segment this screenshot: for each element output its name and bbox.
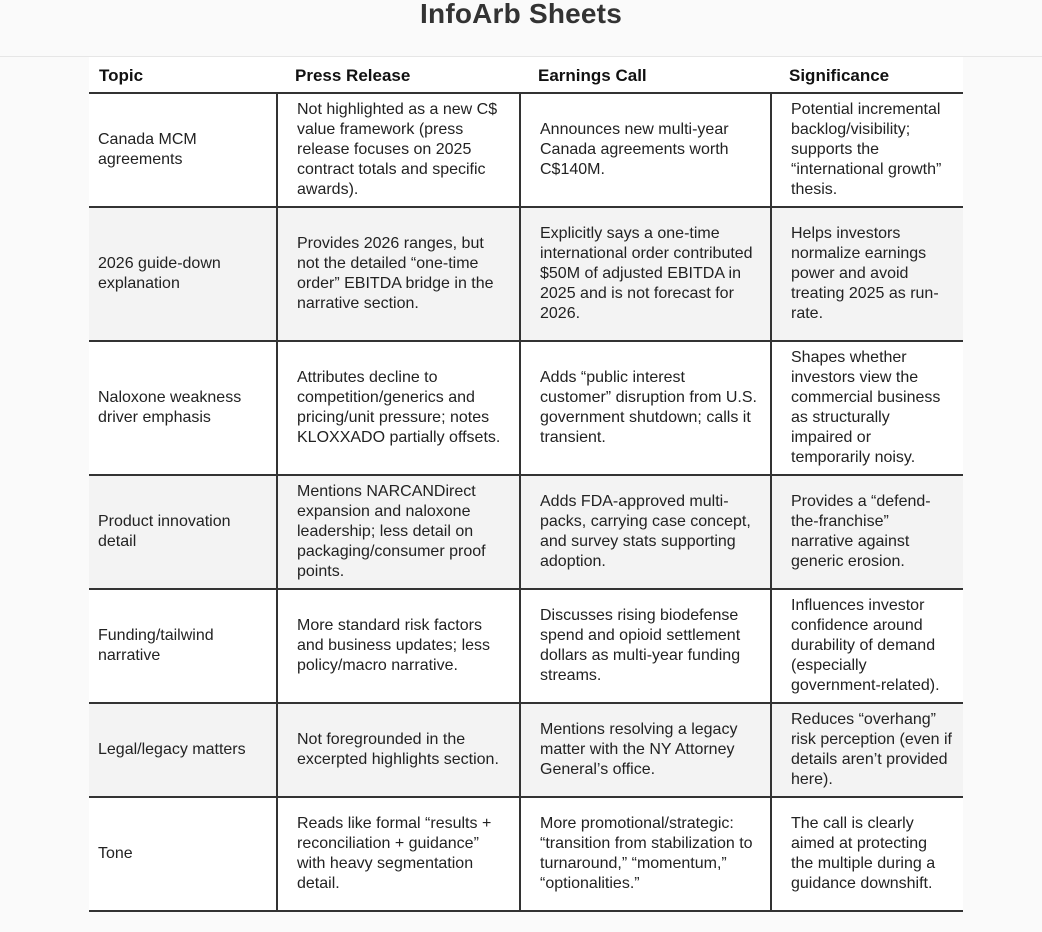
cell-earnings-call: Adds FDA-approved multi-packs, carrying case concept, and survey stats supporting adoption. [520,475,771,589]
cell-press-release: Provides 2026 ranges, but not the detailed “one-time order” EBITDA bridge in the narrative section. [277,207,520,341]
column-header-earnings-call: Earnings Call [520,57,771,93]
cell-significance: Helps investors normalize earnings power and avoid treating 2025 as run-rate. [771,207,963,341]
cell-significance: Potential incremental backlog/visibility; supports the “international growth” thesis. [771,93,963,207]
page-title: InfoArb Sheets [420,0,622,29]
cell-press-release: Attributes decline to competition/generics and pricing/unit pressure; notes KLOXXADO partially offsets. [277,341,520,475]
cell-press-release: More standard risk factors and business updates; less policy/macro narrative. [277,589,520,703]
cell-significance: Influences investor confidence around durability of demand (especially government-related). [771,589,963,703]
table-row [89,207,963,341]
cell-topic: Canada MCM agreements [89,93,277,207]
cell-press-release: Not foregrounded in the excerpted highlights section. [277,703,520,797]
table-row [89,703,963,797]
table-row [89,589,963,703]
comparison-table [89,57,963,912]
column-header-press-release: Press Release [277,57,520,93]
cell-earnings-call: Explicitly says a one-time international order contributed $50M of adjusted EBITDA in 2025 and is not forecast for 2026. [520,207,771,341]
cell-topic: Legal/legacy matters [89,703,277,797]
column-header-topic: Topic [89,57,277,93]
table-row [89,475,963,589]
table-row [89,797,963,911]
table-row [89,341,963,475]
column-header-significance: Significance [771,57,963,93]
cell-significance: Reduces “overhang” risk perception (even if details aren’t provided here). [771,703,963,797]
cell-press-release: Reads like formal “results + reconciliation + guidance” with heavy segmentation detail. [277,797,520,911]
comparison-table-container [89,57,963,912]
app-header [0,0,1042,57]
cell-topic: Tone [89,797,277,911]
cell-topic: Naloxone weakness driver emphasis [89,341,277,475]
table-header-row [89,57,963,93]
cell-significance: Provides a “defend-the-franchise” narrative against generic erosion. [771,475,963,589]
cell-earnings-call: Discusses rising biodefense spend and opioid settlement dollars as multi-year funding streams. [520,589,771,703]
cell-significance: Shapes whether investors view the commercial business as structurally impaired or temporarily noisy. [771,341,963,475]
cell-significance: The call is clearly aimed at protecting the multiple during a guidance downshift. [771,797,963,911]
cell-topic: Product innovation detail [89,475,277,589]
cell-topic: Funding/tailwind narrative [89,589,277,703]
table-row [89,93,963,207]
cell-earnings-call: More promotional/strategic: “transition from stabilization to turnaround,” “momentum,” “optionalities.” [520,797,771,911]
cell-press-release: Not highlighted as a new C$ value framework (press release focuses on 2025 contract totals and specific awards). [277,93,520,207]
cell-topic: 2026 guide-down explanation [89,207,277,341]
cell-earnings-call: Announces new multi-year Canada agreements worth C$140M. [520,93,771,207]
cell-press-release: Mentions NARCANDirect expansion and naloxone leadership; less detail on packaging/consumer proof points. [277,475,520,589]
cell-earnings-call: Mentions resolving a legacy matter with the NY Attorney General’s office. [520,703,771,797]
cell-earnings-call: Adds “public interest customer” disruption from U.S. government shutdown; calls it transient. [520,341,771,475]
